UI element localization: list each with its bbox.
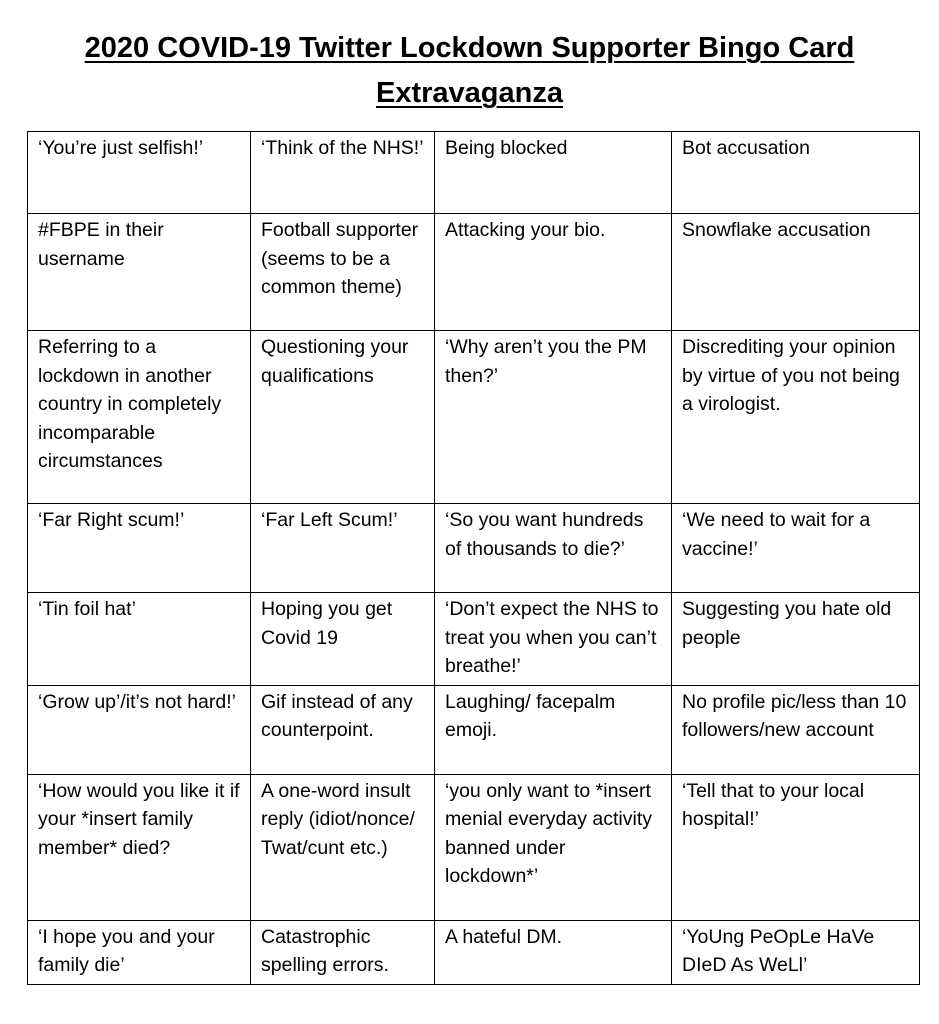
bingo-cell: ‘I hope you and your family die’ <box>28 920 251 984</box>
bingo-cell: ‘you only want to *insert menial everyday activity banned under lockdown*’ <box>435 774 672 920</box>
bingo-cell: Suggesting you hate old people <box>672 593 920 686</box>
bingo-cell: ‘Why aren’t you the PM then?’ <box>435 331 672 504</box>
bingo-row <box>28 132 920 214</box>
bingo-row <box>28 920 920 984</box>
bingo-cell: #FBPE in their username <box>28 214 251 331</box>
bingo-row <box>28 593 920 686</box>
bingo-cell: ‘How would you like it if your *insert family member* died? <box>28 774 251 920</box>
page-title <box>0 26 939 116</box>
bingo-card-grid <box>27 131 920 985</box>
bingo-row <box>28 774 920 920</box>
title-line-1: 2020 COVID-19 Twitter Lockdown Supporter Bingo Card <box>84 32 855 64</box>
bingo-cell: ‘Think of the NHS!’ <box>251 132 435 214</box>
bingo-cell: Being blocked <box>435 132 672 214</box>
bingo-cell: No profile pic/less than 10 followers/new account <box>672 685 920 774</box>
bingo-cell: Discrediting your opinion by virtue of you not being a virologist. <box>672 331 920 504</box>
bingo-cell: ‘Far Left Scum!’ <box>251 504 435 593</box>
bingo-cell: ‘Don’t expect the NHS to treat you when you can’t breathe!’ <box>435 593 672 686</box>
bingo-cell: Referring to a lockdown in another country in completely incomparable circumstances <box>28 331 251 504</box>
bingo-cell: ‘We need to wait for a vaccine!’ <box>672 504 920 593</box>
bingo-cell: Gif instead of any counterpoint. <box>251 685 435 774</box>
bingo-cell: ‘You’re just selfish!’ <box>28 132 251 214</box>
bingo-cell: A one-word insult reply (idiot/nonce/ Twat/cunt etc.) <box>251 774 435 920</box>
bingo-row <box>28 331 920 504</box>
bingo-cell: ‘Grow up’/it’s not hard!’ <box>28 685 251 774</box>
bingo-row <box>28 685 920 774</box>
title-line-2: Extravaganza <box>376 77 563 109</box>
bingo-cell: Bot accusation <box>672 132 920 214</box>
bingo-cell: Snowflake accusation <box>672 214 920 331</box>
bingo-cell: Questioning your qualifications <box>251 331 435 504</box>
bingo-cell: A hateful DM. <box>435 920 672 984</box>
bingo-row <box>28 504 920 593</box>
bingo-cell: Laughing/ facepalm emoji. <box>435 685 672 774</box>
bingo-row <box>28 214 920 331</box>
bingo-cell: Football supporter (seems to be a common theme) <box>251 214 435 331</box>
bingo-cell: Attacking your bio. <box>435 214 672 331</box>
bingo-cell: ‘Tin foil hat’ <box>28 593 251 686</box>
bingo-cell: ‘Tell that to your local hospital!’ <box>672 774 920 920</box>
bingo-cell: ‘YoUng PeOpLe HaVe DIeD As WeLl’ <box>672 920 920 984</box>
bingo-cell: ‘Far Right scum!’ <box>28 504 251 593</box>
bingo-cell: ‘So you want hundreds of thousands to die?’ <box>435 504 672 593</box>
bingo-cell: Hoping you get Covid 19 <box>251 593 435 686</box>
bingo-cell: Catastrophic spelling errors. <box>251 920 435 984</box>
